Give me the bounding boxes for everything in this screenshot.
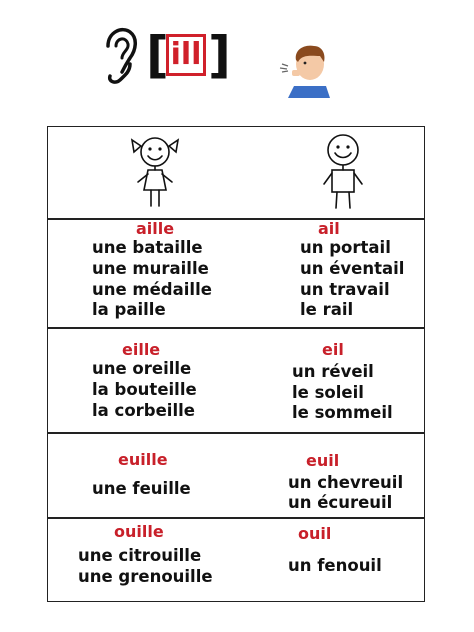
sound-label: ill (166, 34, 206, 76)
masc-heading: ouil (298, 524, 332, 543)
masc-word: un portail (300, 238, 391, 257)
ear-icon (100, 24, 140, 84)
girl-icon (126, 132, 184, 212)
masc-heading: euil (306, 451, 340, 470)
fem-word: une muraille (92, 259, 209, 278)
masc-heading: ail (318, 219, 340, 238)
row-divider (47, 432, 425, 434)
row-divider (47, 517, 425, 519)
fem-word: la paille (92, 300, 166, 319)
fem-heading: euille (118, 450, 168, 469)
fem-word: une médaille (92, 280, 212, 299)
fem-word: une grenouille (78, 567, 213, 586)
fem-heading: aille (136, 219, 175, 238)
fem-heading: ouille (114, 522, 164, 541)
bracket-close: ] (208, 26, 231, 84)
row-divider (47, 327, 425, 329)
fem-heading: eille (122, 340, 161, 359)
boy-figure-icon (314, 130, 372, 212)
speaking-boy-icon (272, 36, 334, 98)
masc-word: un réveil (292, 362, 374, 381)
masc-word: un éventail (300, 259, 405, 278)
masc-word: un travail (300, 280, 390, 299)
masc-word: un écureuil (288, 493, 393, 512)
fem-word: la corbeille (92, 401, 195, 420)
masc-word: un fenouil (288, 556, 382, 575)
masc-heading: eil (322, 340, 344, 359)
fem-word: une oreille (92, 359, 192, 378)
bracket-open: [ (146, 26, 169, 84)
fem-word: la bouteille (92, 380, 197, 399)
fem-word: une feuille (92, 479, 191, 498)
fem-word: une citrouille (78, 546, 202, 565)
masc-word: le rail (300, 300, 354, 319)
masc-word: un chevreuil (288, 473, 404, 492)
masc-word: le soleil (292, 383, 364, 402)
fem-word: une bataille (92, 238, 203, 257)
row-divider (47, 218, 425, 220)
masc-word: le sommeil (292, 403, 393, 422)
